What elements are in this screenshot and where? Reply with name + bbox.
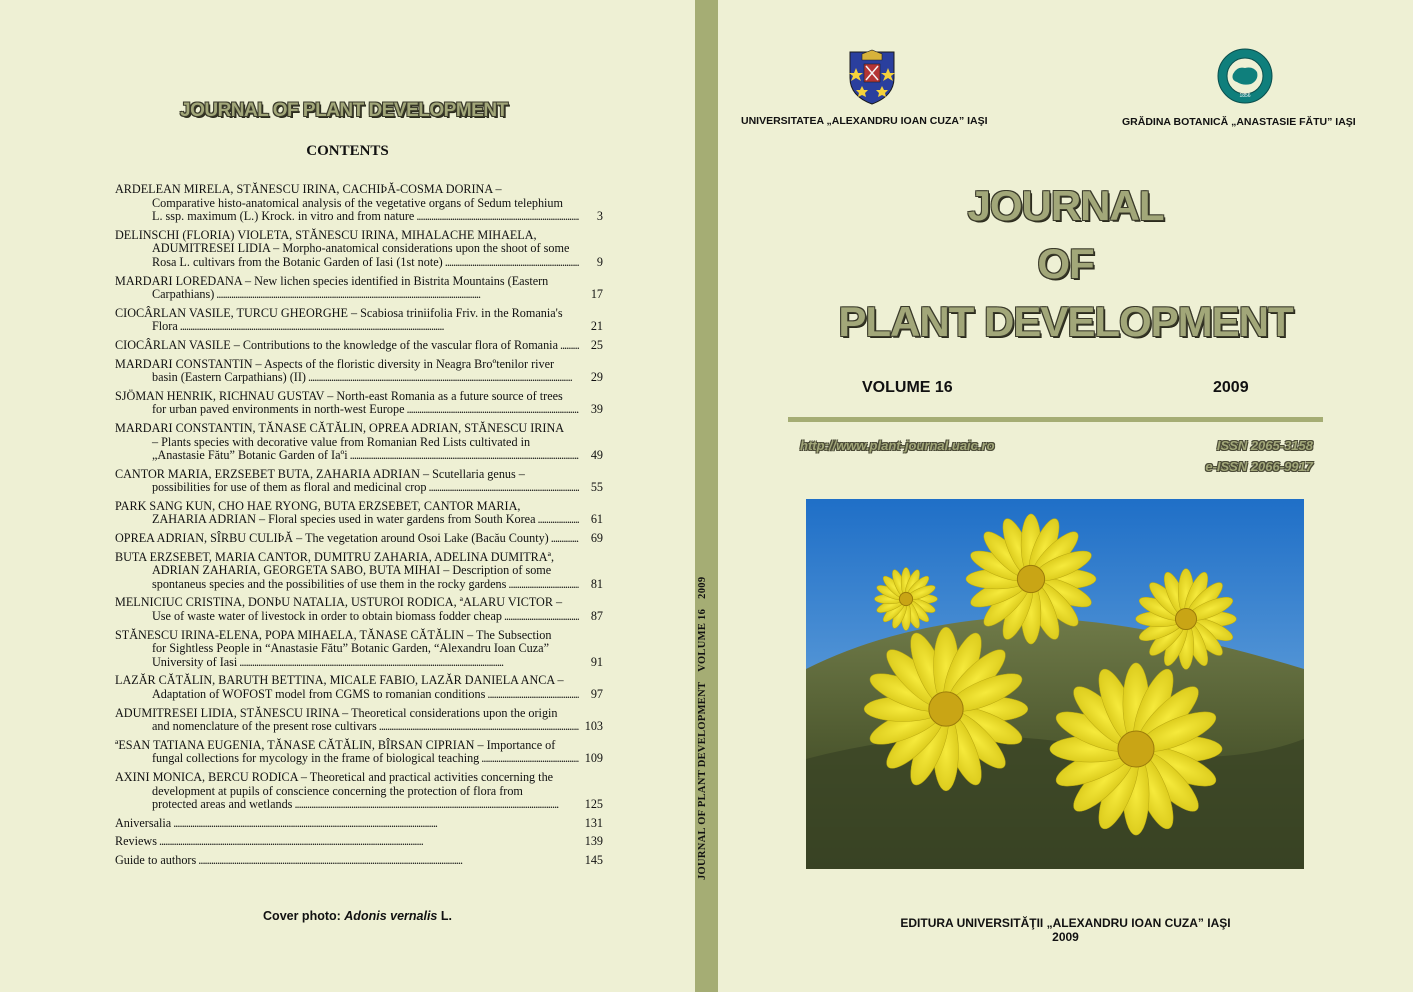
university-crest-icon <box>846 48 898 106</box>
toc-entry-first-line: ADUMITRESEI LIDIA, STĂNESCU IRINA – Theoretical considerations upon the origin <box>115 705 558 720</box>
cover-photo-label: Cover photo: <box>263 909 345 923</box>
toc-page-number: 25 <box>590 337 603 352</box>
toc-entry <box>115 707 603 734</box>
divider-rule <box>788 417 1323 422</box>
toc-leader-dots <box>198 854 579 868</box>
toc-entry-middle-line: ADRIAN ZAHARIA, GEORGETA SABO, BUTA MIHAI – Description of some <box>152 563 552 578</box>
toc-leader-dots <box>180 320 579 334</box>
year-label: 2009 <box>1213 379 1249 396</box>
toc-entry-middle-line: Comparative histo-anatomical analysis of the vegetative organs of Sedum telephium <box>152 195 563 210</box>
toc-entry-last-line: Guide to authors <box>115 852 197 867</box>
toc-entry-last-line: protected areas and wetlands <box>152 797 293 812</box>
spine-text <box>697 576 708 880</box>
toc-page-number: 131 <box>584 815 603 830</box>
toc-page-number: 39 <box>590 402 603 417</box>
toc-leader-dots <box>551 532 579 546</box>
toc-page-number: 21 <box>590 319 603 334</box>
toc-entry-first-line: DELINSCHI (FLORIA) VIOLETA, STĂNESCU IRINA, MIHALACHE MIHAELA, <box>115 227 537 242</box>
cover-title-line-2: OF <box>1037 240 1094 287</box>
toc-entry-last-line: Aniversalia <box>115 815 172 830</box>
toc-page-number: 29 <box>590 370 603 385</box>
toc-leader-dots <box>487 688 579 702</box>
toc-page-number: 103 <box>584 719 603 734</box>
botanic-garden-name: GRĂDINA BOTANICĂ „ANASTASIE FĂTU” IAŞI <box>1122 116 1356 128</box>
volume-label: VOLUME 16 <box>862 379 953 396</box>
toc-entry-last-line: for urban paved environments in north-west Europe <box>152 402 405 417</box>
toc-entry-last-line: Carpathians) <box>152 287 215 302</box>
e-issn: e-ISSN 2066-9917 <box>1205 459 1313 474</box>
adonis-flower <box>1136 569 1237 670</box>
toc-leader-dots <box>445 256 579 270</box>
toc-leader-dots <box>294 798 579 812</box>
toc-leader-dots <box>216 288 579 302</box>
toc-entry <box>115 275 603 302</box>
toc-entry <box>115 229 603 270</box>
toc-entry-last-line: L. ssp. maximum (L.) Krock. in vitro and from nature <box>152 209 415 224</box>
toc-entry-middle-line: – Plants species with decorative value from Romanian Red Lists cultivated in <box>152 434 531 449</box>
toc-entry-last-line: basin (Eastern Carpathians) (II) <box>152 370 306 385</box>
toc-entry-last-line: Rosa L. cultivars from the Botanic Garden of Iasi (1st note) <box>152 254 443 269</box>
toc-page-number: 125 <box>584 797 603 812</box>
toc-page-number: 49 <box>590 448 603 463</box>
toc-entry-last-line: „Anastasie Fătu” Botanic Garden of Iaºi <box>152 448 348 463</box>
toc-leader-dots <box>504 610 579 624</box>
publisher <box>718 916 1413 944</box>
toc-entry <box>115 674 603 701</box>
toc-entry <box>115 390 603 417</box>
toc-entry-first-line: SJÖMAN HENRIK, RICHNAU GUSTAV – North-east Romania as a future source of trees <box>115 388 563 403</box>
toc-leader-dots <box>508 578 579 592</box>
journal-url: http://www.plant-journal.uaic.ro <box>800 438 995 453</box>
toc-page-number: 9 <box>596 254 603 269</box>
toc-page-number: 145 <box>584 852 603 867</box>
table-of-contents <box>115 183 603 873</box>
toc-entry-last-line: spontaneus species and the possibilities of use them in the rocky gardens <box>152 576 507 591</box>
toc-entry-first-line: CIOCÂRLAN VASILE, TURCU GHEORGHE – Scabiosa triniifolia Friv. in the Romania's <box>115 305 563 320</box>
toc-entry-middle-line: for Sightless People in “Anastasie Fătu” Botanic Garden, “Alexandru Ioan Cuza” <box>152 641 549 656</box>
toc-page-number: 97 <box>590 687 603 701</box>
toc-entry-last-line: Reviews <box>115 834 157 849</box>
toc-entry <box>115 739 603 766</box>
toc-page-number: 17 <box>590 287 603 302</box>
adonis-flower <box>864 627 1028 791</box>
contents-heading: CONTENTS <box>306 143 389 159</box>
toc-entry-last-line: CIOCÂRLAN VASILE – Contributions to the knowledge of the vascular flora of Romania <box>115 337 558 352</box>
toc-entry-last-line: ZAHARIA ADRIAN – Floral species used in water gardens from South Korea <box>152 512 536 527</box>
toc-entry-last-line: and nomenclature of the present rose cultivars <box>152 719 377 734</box>
toc-entry <box>115 468 603 495</box>
toc-entry-first-line: MARDARI LOREDANA – New lichen species identified in Bistrita Mountains (Eastern <box>115 273 549 288</box>
toc-page-number: 139 <box>584 834 603 849</box>
toc-entry <box>115 532 603 546</box>
toc-entry <box>115 339 603 353</box>
cover-photo-adonis <box>806 499 1304 869</box>
toc-entry <box>115 596 603 623</box>
toc-entry <box>115 629 603 670</box>
toc-leader-dots <box>481 752 579 766</box>
spine-volume: VOLUME 16 <box>697 608 708 672</box>
toc-entry-first-line: CANTOR MARIA, ERZSEBET BUTA, ZAHARIA ADRIAN – Scutellaria genus – <box>115 466 525 481</box>
toc-entry-first-line: STĂNESCU IRINA-ELENA, POPA MIHAELA, TĂNASE CĂTĂLIN – The Subsection <box>115 627 552 642</box>
back-cover <box>0 0 695 992</box>
adonis-flower <box>875 568 938 631</box>
toc-leader-dots <box>173 817 579 831</box>
toc-entry-first-line: MARDARI CONSTANTIN, TĂNASE CĂTĂLIN, OPREA ADRIAN, STĂNESCU IRINA <box>115 420 565 435</box>
toc-entry-last-line: University of Iasi <box>152 654 238 669</box>
toc-entry-last-line: possibilities for use of them as floral and medicinal crop <box>152 480 427 495</box>
toc-leader-dots <box>239 656 579 670</box>
toc-page-number: 81 <box>590 576 603 591</box>
toc-entry <box>115 307 603 334</box>
toc-entry <box>115 422 603 463</box>
toc-leader-dots <box>379 720 579 734</box>
toc-entry <box>115 551 603 592</box>
toc-entry-first-line: BUTA ERZSEBET, MARIA CANTOR, DUMITRU ZAHARIA, ADELINA DUMITRAª, <box>115 549 554 564</box>
botanic-garden-seal-icon <box>1217 48 1273 104</box>
toc-entry <box>115 183 603 224</box>
issn: ISSN 2065-3158 <box>1216 438 1313 453</box>
toc-entry-first-line: AXINI MONICA, BERCU RODICA – Theoretical and practical activities concerning the <box>115 769 554 784</box>
toc-page-number: 3 <box>596 209 603 224</box>
adonis-flower <box>1050 663 1222 835</box>
toc-entry <box>115 358 603 385</box>
toc-page-number: 55 <box>590 480 603 495</box>
toc-leader-dots <box>416 210 579 224</box>
cover-photo-caption <box>0 909 715 923</box>
cover-photo-species: Adonis vernalis <box>344 909 438 923</box>
toc-page-number: 61 <box>590 512 603 527</box>
back-cover-title: JOURNAL OF PLANT DEVELOPMENT <box>180 100 508 121</box>
toc-entry-middle-line: ADUMITRESEI LIDIA – Morpho-anatomical considerations upon the shoot of some <box>152 241 570 256</box>
publisher-name: EDITURA UNIVERSITĂŢII „ALEXANDRU IOAN CUZA” IAŞI <box>900 916 1231 930</box>
university-name: UNIVERSITATEA „ALEXANDRU IOAN CUZA” IAŞI <box>741 115 988 127</box>
toc-entry-last-line: OPREA ADRIAN, SÎRBU CULIÞĂ – The vegetation around Osoi Lake (Bacău County) <box>115 531 549 546</box>
toc-entry <box>115 854 603 868</box>
toc-entry <box>115 500 603 527</box>
cover-title-line-1: JOURNAL <box>967 182 1164 229</box>
toc-leader-dots <box>560 339 579 353</box>
toc-entry-first-line: ªESAN TATIANA EUGENIA, TĂNASE CĂTĂLIN, BÎRSAN CIPRIAN – Importance of <box>115 737 556 752</box>
toc-leader-dots <box>429 481 580 495</box>
spine-year: 2009 <box>697 576 708 599</box>
toc-leader-dots <box>308 371 579 385</box>
toc-page-number: 91 <box>590 654 603 669</box>
toc-entry-first-line: LAZĂR CĂTĂLIN, BARUTH BETTINA, MICALE FABIO, LAZĂR DANIELA ANCA – <box>115 673 564 688</box>
publisher-year: 2009 <box>1052 930 1079 944</box>
toc-page-number: 87 <box>590 609 603 624</box>
toc-entry <box>115 817 603 831</box>
spine-journal: JOURNAL OF PLANT DEVELOPMENT <box>697 681 708 880</box>
toc-entry-first-line: ARDELEAN MIRELA, STĂNESCU IRINA, CACHIÞĂ-COSMA DORINA – <box>115 182 502 196</box>
toc-entry-first-line: PARK SANG KUN, CHO HAE RYONG, BUTA ERZSEBET, CANTOR MARIA, <box>115 498 521 513</box>
toc-leader-dots <box>538 513 580 527</box>
toc-entry <box>115 771 603 812</box>
toc-entry-last-line: Adaptation of WOFOST model from CGMS to romanian conditions <box>152 687 486 701</box>
toc-entry-last-line: fungal collections for mycology in the frame of biological teaching <box>152 751 480 766</box>
toc-entry <box>115 835 603 849</box>
toc-leader-dots <box>159 835 579 849</box>
toc-entry-first-line: MARDARI CONSTANTIN – Aspects of the floristic diversity in Neagra Broºtenilor river <box>115 356 555 371</box>
toc-page-number: 109 <box>584 751 603 766</box>
adonis-flower <box>966 514 1096 644</box>
toc-entry-first-line: MELNICIUC CRISTINA, DONÞU NATALIA, USTUROI RODICA, ªALARU VICTOR – <box>115 595 563 610</box>
garden-seal-year: 1856 <box>1239 93 1251 99</box>
cover-title-line-3: PLANT DEVELOPMENT <box>838 298 1293 345</box>
toc-entry-last-line: Use of waste water of livestock in order to obtain biomass fodder cheap <box>152 609 502 624</box>
toc-page-number: 69 <box>590 531 603 546</box>
cover-photo-author: L. <box>437 909 452 923</box>
toc-entry-middle-line: development at pupils of conscience concerning the protection of flora from <box>152 783 523 798</box>
toc-leader-dots <box>406 403 579 417</box>
toc-leader-dots <box>350 449 579 463</box>
toc-entry-last-line: Flora <box>152 319 178 334</box>
